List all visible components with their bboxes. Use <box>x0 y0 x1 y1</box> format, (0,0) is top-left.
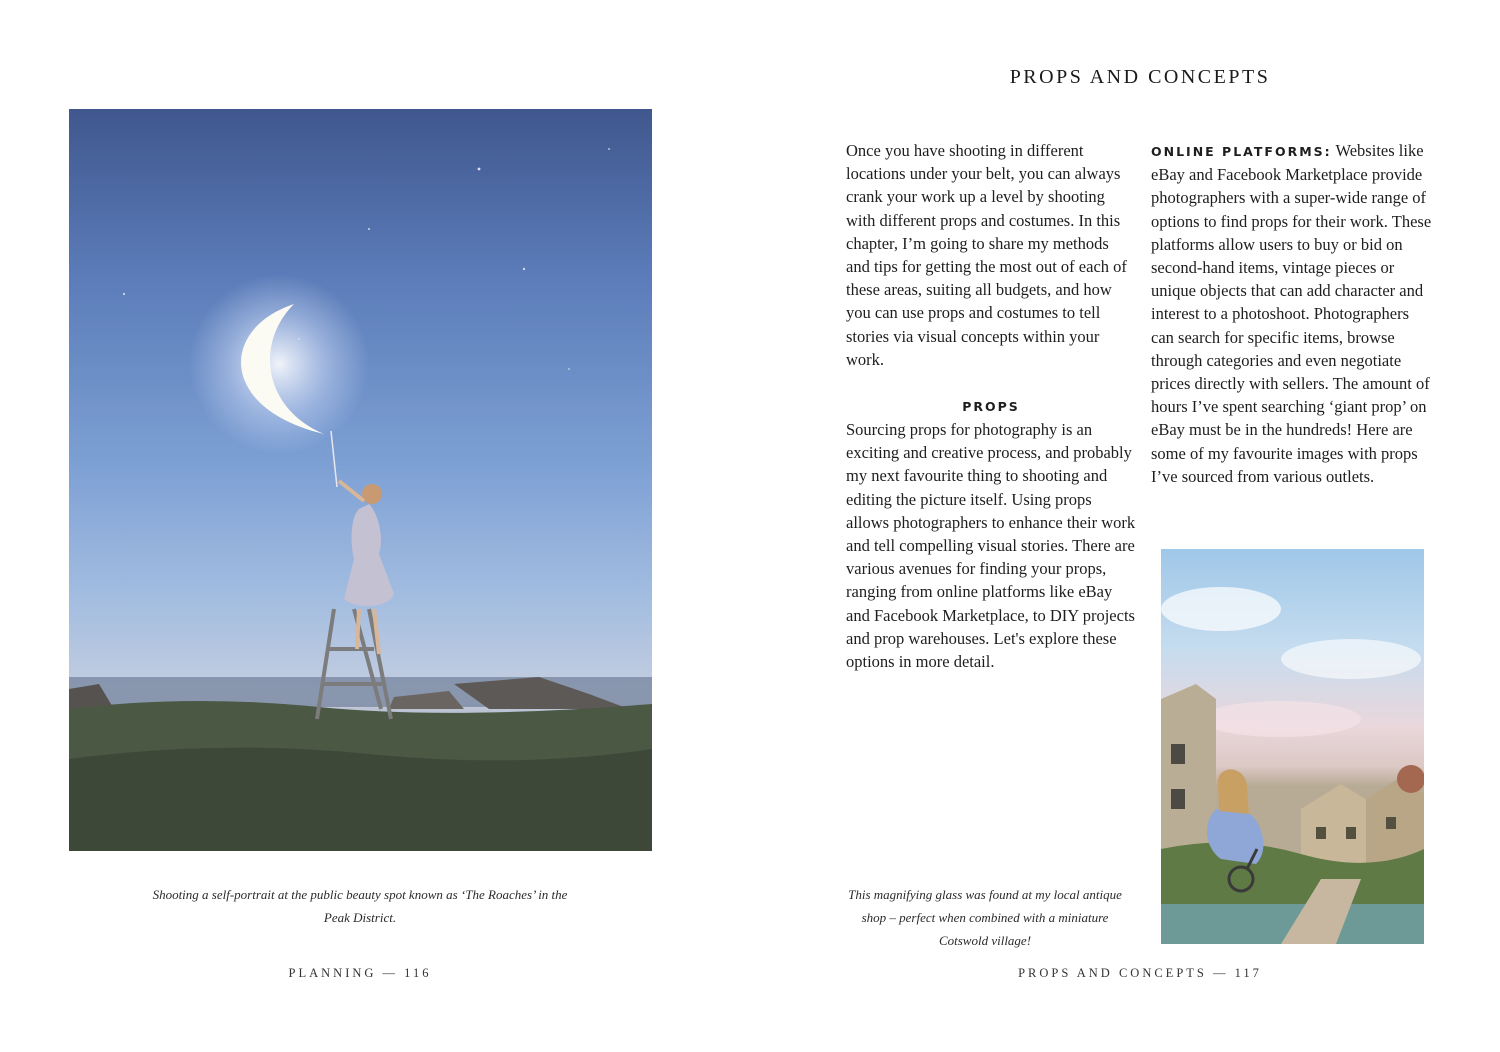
online-platforms-heading: ONLINE PLATFORMS: <box>1151 144 1332 159</box>
photo-caption-right: This magnifying glass was found at my local antique shop – perfect when combined with a miniature Cotswold village! <box>848 887 1122 948</box>
online-platforms-body: Websites like eBay and Facebook Marketplace provide photographers with a super-wide range of options to find props for their work. These platforms allow users to buy or bid on second-hand items, vintage pieces or unique objects that can add character and interest to a photoshoot. Photographers can search for specific items, browse through categories and even negotiate prices directly with sellers. The amount of hours I’ve spent searching ‘giant prop’ on eBay must be in the hundreds! Here are some of my favourite images with props I’ve sourced from various outlets. <box>1151 141 1432 486</box>
text-column-2 <box>1151 139 1436 488</box>
photo-caption-left: Shooting a self-portrait at the public beauty spot known as ‘The Roaches’ in the Peak District. <box>152 887 568 925</box>
chapter-title: PROPS AND CONCEPTS <box>1009 66 1271 88</box>
props-heading: PROPS <box>962 399 1020 415</box>
photo-magnifying-glass-village <box>1161 549 1424 944</box>
folio-left: PLANNING — 116 <box>288 966 432 980</box>
moon-scene-illustration <box>69 109 652 851</box>
intro-paragraph: Once you have shooting in different locations under your belt, you can always crank your work up a level by shooting with different props and costumes. In this chapter, I’m going to share my methods and tips for getting the most out of each of these areas, suiting all budgets, and how you can use props and costumes to tell stories via visual concepts within your work. <box>846 141 1127 369</box>
text-column-1 <box>846 139 1136 673</box>
photo-moon-self-portrait <box>69 109 652 851</box>
folio-right: PROPS AND CONCEPTS — 117 <box>1018 966 1262 980</box>
props-paragraph: Sourcing props for photography is an exciting and creative process, and probably my next favourite thing to shooting and editing the picture itself. Using props allows photographers to enhance their work and tell compelling visual stories. There are various avenues for finding your props, ranging from online platforms like eBay and Facebook Marketplace, to DIY projects and prop warehouses. Let's explore these options in more detail. <box>846 420 1136 672</box>
village-scene-illustration <box>1161 549 1424 944</box>
online-platforms-paragraph <box>1151 139 1436 488</box>
